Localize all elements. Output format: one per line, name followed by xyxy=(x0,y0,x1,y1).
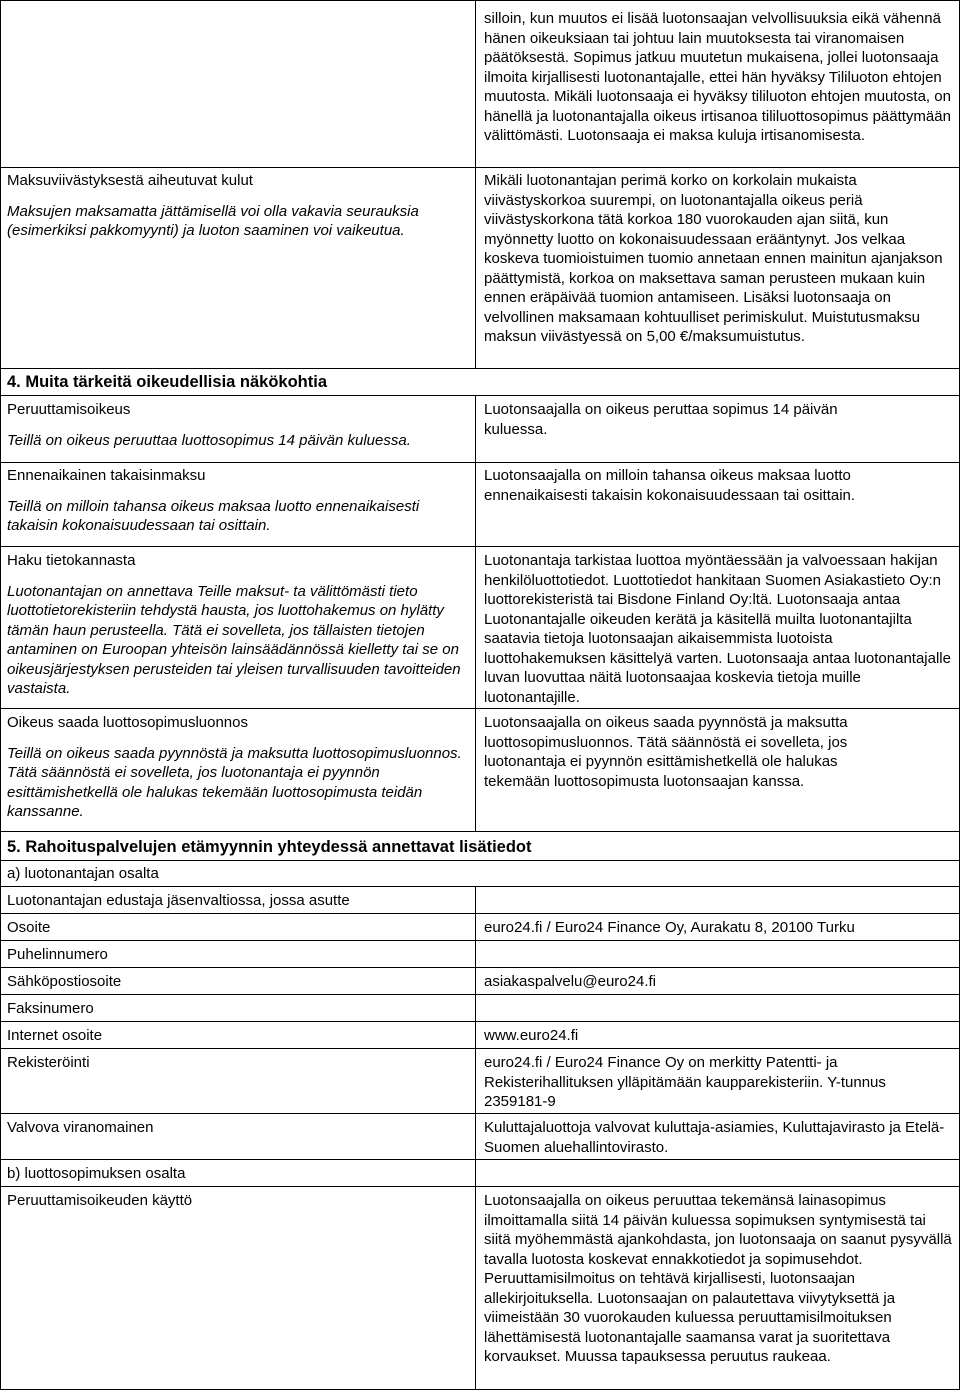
rule xyxy=(0,546,960,547)
rule xyxy=(0,967,960,968)
registration-value: euro24.fi / Euro24 Finance Oy on merkitty Patentti- ja Rekisterihallituksen ylläpitämään kaupparekisteriin. Y-tunnus 2359181-9 xyxy=(484,1054,886,1110)
rule xyxy=(0,913,960,914)
late-payment-title: Maksuviivästyksestä aiheutuvat kulut xyxy=(7,172,253,189)
draft-right: Luotonsaajalla on oikeus saada pyynnöstä ja maksutta luottosopimusluonnos. Tätä säännöstä ei sovelleta, jos luotonantaja ei pyynnön esittämishetkellä ole halukas tekemään luottosopimusta luotonsaajan kanssa. xyxy=(484,714,848,790)
rule xyxy=(475,886,476,1390)
rule xyxy=(0,708,960,709)
draft-text: Teillä on oikeus saada pyynnöstä ja maksutta luottosopimusluonnos. Tätä säännöstä ei sovelleta, jos luotonantaja ei pyynnön esittämishetkellä ole halukas tekemään luottosopimusta teidän kanssanne. xyxy=(7,744,462,820)
rule xyxy=(0,1186,960,1187)
part-b-label: b) luottosopimuksen osalta xyxy=(7,1165,186,1182)
rule xyxy=(0,0,1,1390)
rule xyxy=(0,167,960,168)
withdrawal-use-value: Luotonsaajalla on oikeus peruuttaa tekemänsä lainasopimus ilmoittamalla siitä 14 päivän kuluessa sopimuksen syntymisestä tai siitä myöhemmästä ajankohdasta, jon luotonsaaja on saanut pysyvällä tavalla luotosta koskevat ennakkotiedot ja sopimusehdot. Peruuttamisilmoitus on tehtävä kirjallisesti, luotonsaajan allekirjoituksella. Luotonsaajan on palautettava viivytyksettä ja viimeistään 30 vuorokauden kuluessa peruuttamisilmoituksen lähettämisestä luotonantajalle saamansa varat ja suoritettava korvaukset. Muussa tapauksessa peruutus raukeaa. xyxy=(484,1192,952,1365)
rule xyxy=(0,940,960,941)
top-right-text: silloin, kun muutos ei lisää luotonsaajan velvollisuuksia eikä vähennä hänen oikeuksiaan tai johtuu lain muutoksesta tai viranomaisen päätöksestä. Sopimus jatkuu muutetun mukaisena, jollei luotonsaaja ilmoita kirjallisesti luotonantajalle, ettei hän hyväksy Tililuoton ehtojen muutosta. Mikäli luotonsaaja ei hyväksy tililuoton ehtojen muutosta, on hänellä ja luotonantajalla oikeus irtisanoa tililuottosopimus päättymään välittömästi. Luotonsaaja ei maksa kuluja irtisanomisesta. xyxy=(484,10,951,144)
rule xyxy=(0,462,960,463)
late-payment-text: Maksujen maksamatta jättämisellä voi olla vakavia seurauksia (esimerkiksi pakkomyynti) ja luoton saaminen voi vaikeutua. xyxy=(7,202,419,239)
early-repayment-section xyxy=(7,466,472,536)
late-payment-right: Mikäli luotonantajan perimä korko on korkolain mukaista viivästyskorkoa suurempi, on luotonantajalla oikeus periä viivästyskorkona tätä korkoa 180 vuorokauden ajan siitä, kun myönnetty luotto on kokonaisuudessaan erääntynyt. Jos velkaa koskeva tuomioistuimen tuomio annetaan ennen mainitun ajanjakson päättymistä, korkoa on maksettava saman perusteen mukaan kuin ennen eräpäivää tuomion antamiseen. Lisäksi luotonsaaja on velvollinen maksamaan kohtuulliset perimiskulut. Muistutusmaksu maksun viivästyessä on 5,00 €/maksumuistutus. xyxy=(484,172,943,345)
early-repayment-right: Luotonsaajalla on milloin tahansa oikeus maksaa luotto ennenaikaisesti takaisin kokonaisuudessaan tai osittain. xyxy=(484,467,856,504)
rule xyxy=(0,860,960,861)
withdrawal-section xyxy=(7,400,472,450)
withdrawal-text: Teillä on oikeus peruuttaa luottosopimus 14 päivän kuluessa. xyxy=(7,431,411,449)
fax-label: Faksinumero xyxy=(7,1000,94,1017)
email-label: Sähköpostiosoite xyxy=(7,973,122,990)
authority-label: Valvova viranomainen xyxy=(7,1119,154,1136)
section-5-heading: 5. Rahoituspalvelujen etämyynnin yhteydessä annettavat lisätiedot xyxy=(7,838,532,856)
rule xyxy=(0,1159,960,1160)
rule xyxy=(0,886,960,887)
rule xyxy=(0,1113,960,1114)
database-right: Luotonantaja tarkistaa luottoa myöntäessään ja valvoessaan hakijan henkilöluottotiedot. Luottotiedot hankitaan Suomen Asiakastieto Oy:n luottorekisteristä tai Bisdone Finland Oy:ltä. Luotonsaaja antaa Luotonantajalle oikeuden kerätä ja käsitellä muilta luotonantajilta saatavia tietoja luotonsaajan aikaisemmista luotoista luottohakemuksen käsittelyä varten. Luotonsaaja antaa luotonantajalle luvan luovuttaa näitä luotonsaajaa koskevia tietoja muille luotonantajille. xyxy=(484,552,951,706)
rule xyxy=(475,0,476,368)
rule xyxy=(0,1021,960,1022)
part-a-label: a) luotonantajan osalta xyxy=(7,865,159,882)
early-repayment-text: Teillä on milloin tahansa oikeus maksaa luotto ennenaikaisesti takaisin kokonaisuudessaan tai osittain. xyxy=(7,497,420,534)
database-text: Luotonantajan on annettava Teille maksut- ta välittömästi tieto luottotietorekisteriin tehdystä hausta, jos luottohakemus on hylätty tämän haun perusteella. Tätä ei sovelleta, jos tällaisten tietojen antaminen on Euroopan yhteisön lainsäädännössä kielletty tai se on oikeusjärjestyksen perusteiden tai yleisen turvallisuuden tavoitteiden vastaista. xyxy=(7,582,461,697)
rule xyxy=(0,994,960,995)
phone-label: Puhelinnumero xyxy=(7,946,108,963)
rule xyxy=(0,395,960,396)
rule xyxy=(0,831,960,832)
representative-label: Luotonantajan edustaja jäsenvaltiossa, jossa asutte xyxy=(7,892,350,909)
web-value: www.euro24.fi xyxy=(484,1027,579,1044)
late-payment-section xyxy=(7,171,472,241)
rule xyxy=(0,0,960,1)
draft-section xyxy=(7,713,472,822)
email-value: asiakaspalvelu@euro24.fi xyxy=(484,973,656,990)
withdrawal-title: Peruuttamisoikeus xyxy=(7,401,131,418)
rule xyxy=(0,368,960,369)
database-section xyxy=(7,551,472,699)
database-title: Haku tietokannasta xyxy=(7,552,136,569)
early-repayment-title: Ennenaikainen takaisinmaksu xyxy=(7,467,206,484)
rule xyxy=(0,1048,960,1049)
section-4-heading: 4. Muita tärkeitä oikeudellisia näkökohtia xyxy=(7,373,328,391)
address-value: euro24.fi / Euro24 Finance Oy, Aurakatu 8, 20100 Turku xyxy=(484,919,855,936)
authority-value: Kuluttajaluottoja valvovat kuluttaja-asiamies, Kuluttajavirasto ja Etelä-Suomen aluehallintovirasto. xyxy=(484,1119,945,1156)
rule xyxy=(475,395,476,831)
registration-label: Rekisteröinti xyxy=(7,1054,90,1071)
address-label: Osoite xyxy=(7,919,51,936)
web-label: Internet osoite xyxy=(7,1027,103,1044)
withdrawal-use-label: Peruuttamisoikeuden käyttö xyxy=(7,1192,193,1209)
draft-title: Oikeus saada luottosopimusluonnos xyxy=(7,714,248,731)
withdrawal-right: Luotonsaajalla on oikeus peruttaa sopimus 14 päivän kuluessa. xyxy=(484,401,838,438)
